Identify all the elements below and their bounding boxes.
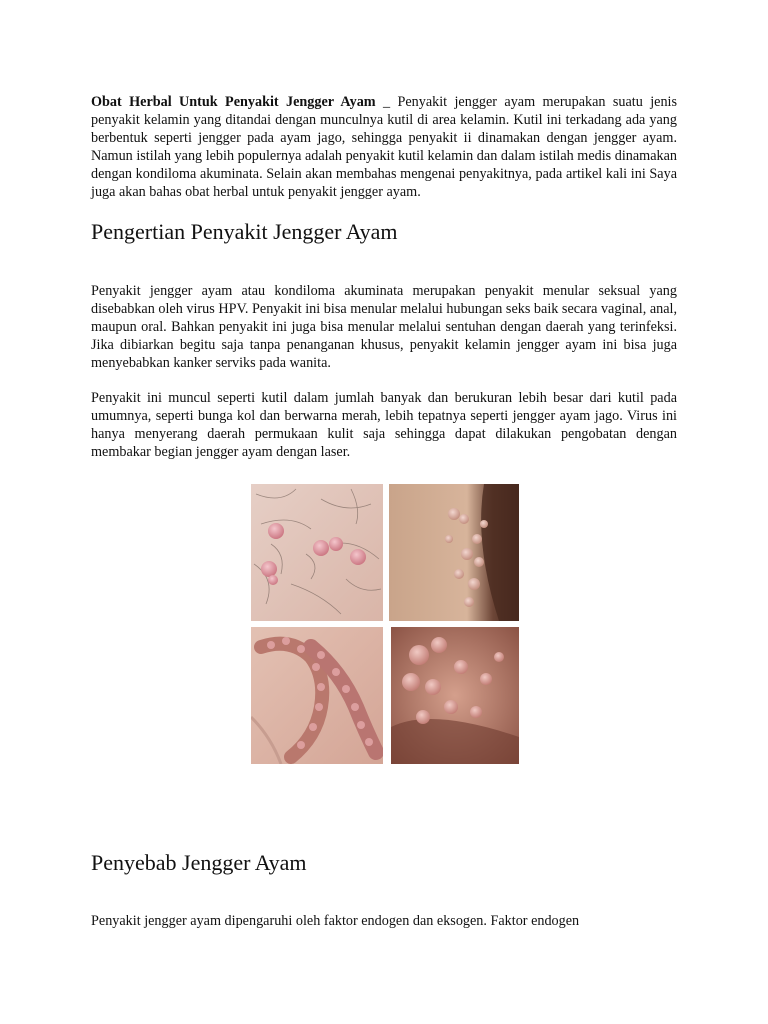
intro-paragraph bbox=[91, 93, 677, 201]
photo-clustered-warts bbox=[389, 484, 519, 621]
intro-text: _ Penyakit jengger ayam merupakan suatu jenis penyakit kelamin yang ditandai dengan munculnya kutil di area kelamin. Kutil ini terkadang ada yang berbentuk seperti jengger pada ayam jago, sehingga penyakit ii dinamakan dengan jengger ayam. Namun istilah yang lebih populernya adalah penyakit kutil kelamin dan dalam istilah medis dinamakan dengan kondiloma akuminata. Selain akan membahas mengenai penyakitnya, pada artikel kali ini Saya juga akan bahas obat herbal untuk penyakit jengger ayam. bbox=[91, 94, 678, 200]
section-heading-penyebab: Penyebab Jengger Ayam bbox=[91, 850, 307, 875]
photo-skin-bumps bbox=[251, 484, 383, 621]
body-paragraph: Penyakit jengger ayam atau kondiloma akuminata merupakan penyakit menular seksual yang disebabkan oleh virus HPV. Penyakit ini bisa menular melalui hubungan seks baik secara vaginal, anal, maupun oral. Bahkan penyakit ini juga bisa menular melalui sentuhan dengan daerah yang terinfeksi. Jika dibiarkan begitu saja tanpa penanganan khusus, penyakit kelamin jengger ayam ini bisa juga menyebabkan kanker serviks pada wanita. bbox=[91, 283, 677, 371]
photo-closeup-warts bbox=[391, 627, 519, 764]
section-heading-pengertian: Pengertian Penyakit Jengger Ayam bbox=[91, 219, 398, 244]
body-paragraph: Penyakit ini muncul seperti kutil dalam jumlah banyak dan berukuran lebih besar dari kutil pada umumnya, seperti bunga kol dan berwarna merah, lebih tepatnya seperti jengger ayam jago. Virus ini hanya menyerang daerah permukaan kulit saja sehingga dapat dilakukan pengobatan dengan membakar begian jengger ayam dengan laser. bbox=[91, 390, 677, 460]
photo-cauliflower-lesions bbox=[251, 627, 383, 764]
condyloma-photo-grid bbox=[251, 484, 519, 766]
intro-lead: Obat Herbal Untuk Penyakit Jengger Ayam bbox=[91, 94, 376, 110]
body-paragraph: Penyakit jengger ayam dipengaruhi oleh faktor endogen dan eksogen. Faktor endogen bbox=[91, 913, 580, 929]
